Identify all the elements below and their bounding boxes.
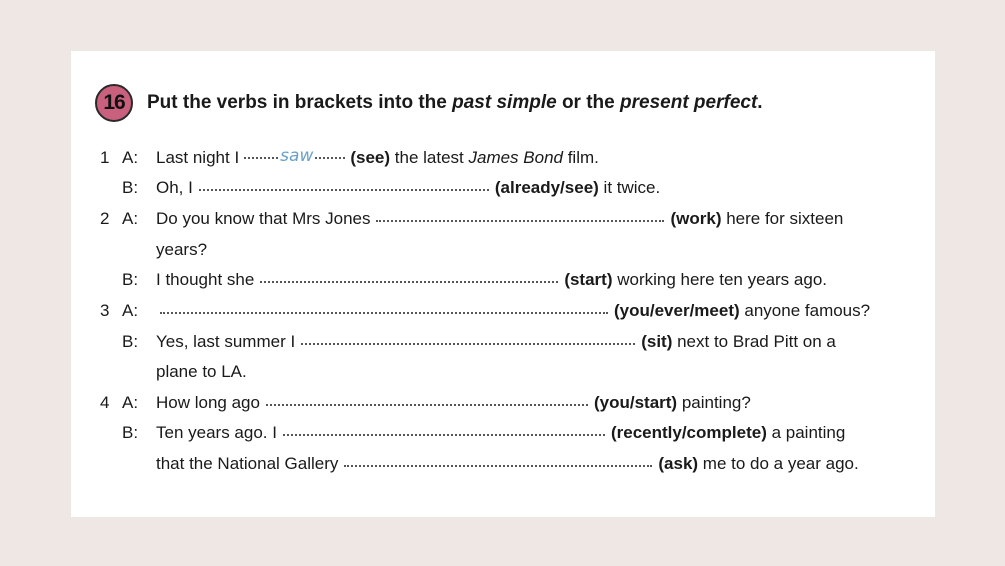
exercise-line — [71, 327, 935, 357]
exercise-line — [71, 296, 935, 326]
exercise-line — [71, 357, 935, 387]
exercise-line — [71, 204, 935, 234]
exercise-line — [71, 143, 935, 173]
answer-blank[interactable] — [344, 463, 652, 467]
exercise-line — [71, 418, 935, 448]
answer-blank[interactable] — [199, 187, 489, 191]
answer-blank[interactable] — [260, 279, 558, 283]
verb-prompt: (start) — [564, 270, 613, 289]
item-number: 4 — [100, 393, 110, 412]
answer-blank[interactable] — [376, 218, 664, 222]
speaker-label: B: — [122, 332, 139, 351]
worksheet-page — [71, 51, 935, 517]
exercise-number-badge: 16 — [95, 84, 133, 122]
exercise-line — [71, 388, 935, 418]
speaker-label: A: — [122, 301, 139, 320]
line-text: I thought she (start) working here ten years ago. — [156, 265, 827, 295]
exercise-line — [71, 235, 935, 265]
verb-prompt: (you/ever/meet) — [614, 301, 740, 320]
line-text: Yes, last summer I (sit) next to Brad Pitt on a — [156, 327, 836, 357]
verb-prompt: (recently/complete) — [610, 423, 767, 442]
speaker-label: A: — [122, 393, 139, 412]
verb-prompt: (ask) — [658, 454, 699, 473]
answer-blank[interactable] — [266, 402, 588, 406]
item-number: 1 — [100, 148, 110, 167]
line-text: Do you know that Mrs Jones (work) here for sixteen — [156, 204, 843, 234]
item-number: 2 — [100, 209, 110, 228]
handwritten-answer: saw — [280, 146, 314, 166]
line-text: years? — [156, 240, 208, 259]
answer-blank[interactable] — [301, 341, 635, 345]
line-text: (you/ever/meet) anyone famous? — [156, 296, 870, 326]
exercise-header — [95, 84, 763, 122]
exercise-instruction: Put the verbs in brackets into the past simple or the present perfect. — [147, 92, 763, 113]
speaker-label: B: — [122, 423, 139, 442]
answer-blank[interactable] — [160, 310, 608, 314]
exercise-line — [71, 449, 935, 479]
verb-prompt: (work) — [670, 209, 722, 228]
speaker-label: B: — [122, 178, 139, 197]
exercise-line — [71, 173, 935, 203]
line-text: plane to LA. — [156, 362, 247, 381]
speaker-label: A: — [122, 209, 139, 228]
speaker-label: B: — [122, 270, 139, 289]
answer-blank[interactable] — [283, 432, 605, 436]
verb-prompt: (sit) — [641, 332, 673, 351]
speaker-label: A: — [122, 148, 139, 167]
line-text: that the National Gallery (ask) me to do a year ago. — [156, 449, 859, 479]
item-number: 3 — [100, 301, 110, 320]
line-text: How long ago (you/start) painting? — [156, 388, 751, 418]
answer-blank[interactable] — [244, 143, 345, 173]
exercise-line — [71, 265, 935, 295]
verb-prompt: (already/see) — [494, 178, 599, 197]
verb-prompt: (see) — [350, 148, 391, 167]
line-text: Ten years ago. I (recently/complete) a painting — [156, 418, 845, 448]
verb-prompt: (you/start) — [593, 393, 678, 412]
line-text: Oh, I (already/see) it twice. — [156, 173, 660, 203]
line-text: Last night I saw (see) the latest James Bond film. — [156, 143, 599, 173]
